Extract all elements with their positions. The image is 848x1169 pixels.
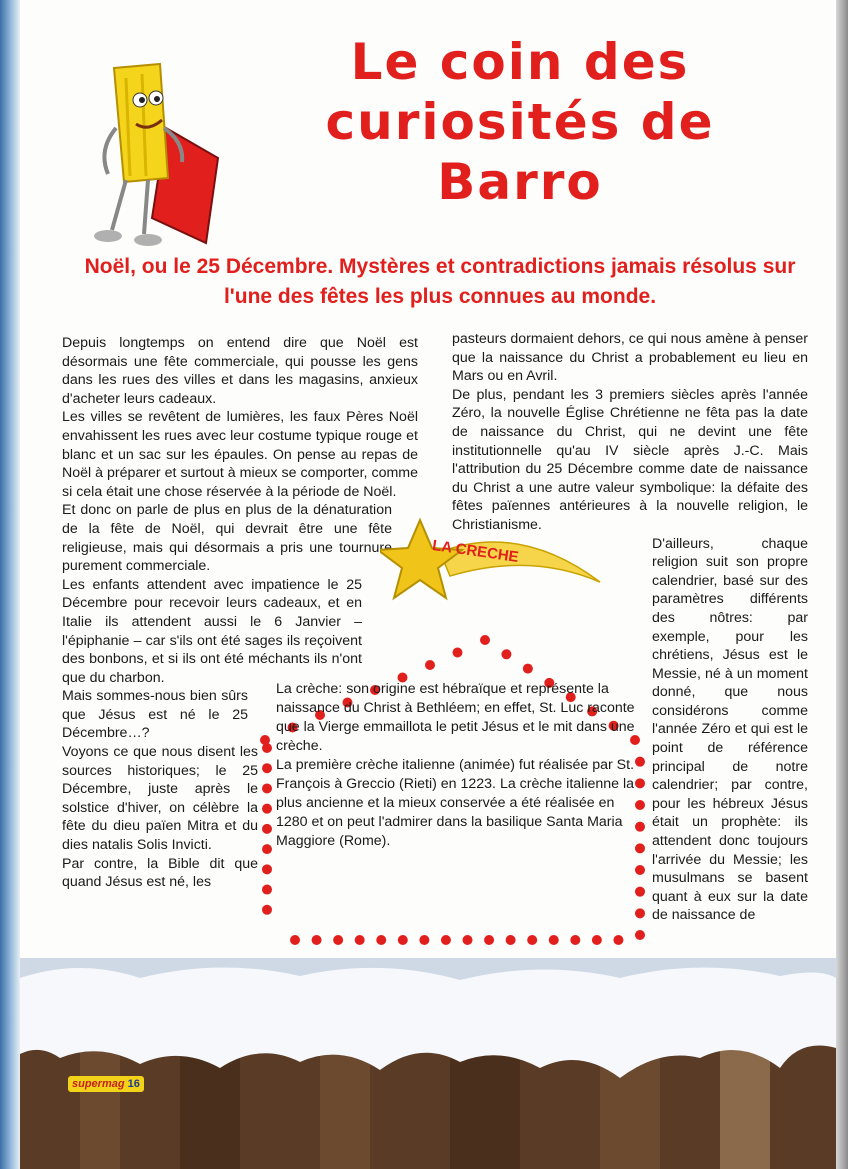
border-dot: [501, 649, 511, 659]
page-number: 16: [127, 1078, 140, 1090]
paragraph: Depuis longtemps on entend dire que Noël est désormais une fête commerciale, qui pousse les gens dans les rues des villes et dans les magasins, anxieux d'acheter leurs cadeaux.: [62, 335, 418, 407]
creche-label: LA CRECHE: [431, 536, 520, 566]
border-dot: [635, 887, 645, 897]
border-dot: [398, 935, 408, 945]
border-dot: [635, 822, 645, 832]
paragraph: Et donc on parle de plus en plus de la dénaturation de la fête de Noël, qui devrait être une fête religieuse, mais qui désormais a pris une tournure purement commerciale.: [62, 502, 392, 575]
inset-paragraph: La crèche: son origine est hébraïque et représente la naissance du Christ à Bethléem; en effet, St. Luc raconte que la Vierge emmaillota le petit Jésus et le mit dans une crèche.: [276, 681, 635, 754]
border-dot: [523, 664, 533, 674]
shooting-star-icon: [380, 512, 610, 632]
border-dot: [635, 800, 645, 810]
border-dot: [635, 843, 645, 853]
page-subtitle: Noël, ou le 25 Décembre. Mystères et contradictions jamais résolus sur l'une des fêtes les plus connues au monde.: [84, 255, 796, 308]
paragraph: Les enfants attendent avec impatience le 25 Décembre pour recevoir leurs cadeaux, et en Italie ils attendent aussi le 6 Janvier – l'épiphanie – car s'ils ont été sages ils reçoivent des bonbons, et si ils ont été méchants ils n'ont que du charbon.: [62, 576, 362, 686]
border-dot: [453, 648, 463, 658]
border-dot: [635, 865, 645, 875]
border-dot: [376, 935, 386, 945]
border-dot: [484, 935, 494, 945]
border-dot: [425, 660, 435, 670]
border-dot: [527, 935, 537, 945]
border-dot: [463, 935, 473, 945]
paragraph: De plus, pendant les 3 premiers siècles après l'année Zéro, la nouvelle Église Chrétienne ne fêta pas la date de naissance du Christ, qui ne devint une fête institutionnelle qu'au IV siècle après J.-C. Mais l'attribution du 25 Décembre comme date de naissance du Christ a une autre valeur symbolique: la défaite des fêtes païennes antérieures à la nouvelle religion, le Christianisme.: [452, 386, 808, 533]
border-dot: [592, 935, 602, 945]
border-dot: [419, 935, 429, 945]
border-dot: [312, 935, 322, 945]
border-dot: [290, 935, 300, 945]
border-dot: [480, 635, 490, 645]
paragraph: Voyons ce que nous disent les sources historiques; le 25 Décembre, juste après le solstice d'hiver, on célèbre la fête du dieu païen Mitra et du dies natalis Solis Invicti.: [62, 744, 258, 854]
page-title: Le coin des curiosités de Barro: [325, 33, 715, 211]
page-edge: [836, 0, 848, 1169]
border-dot: [635, 908, 645, 918]
border-dot: [613, 935, 623, 945]
inset-paragraph: La première crèche italienne (animée) fut réalisée par St. François à Greccio (Rieti) en 1223. La crèche italienne la plus ancienne et la mieux conservée a été réalisée en 1280 et on peut l'admirer dans la basilique Santa Maria Maggiore (Rome).: [276, 757, 635, 849]
creche-inset: [266, 680, 636, 851]
border-dot: [635, 757, 645, 767]
border-dot: [262, 885, 272, 895]
paragraph: Mais sommes-nous bien sûrs que Jésus est né le 25 Décembre…?: [62, 688, 248, 742]
paragraph: Par contre, la Bible dit que quand Jésus est né, les: [62, 855, 258, 891]
border-dot: [570, 935, 580, 945]
border-dot: [506, 935, 516, 945]
border-dot: [262, 864, 272, 874]
border-dot: [262, 905, 272, 915]
border-dot: [549, 935, 559, 945]
border-dot: [441, 935, 451, 945]
border-dot: [355, 935, 365, 945]
magazine-spine: [0, 0, 20, 1169]
border-dot: [333, 935, 343, 945]
paragraph: D'ailleurs, chaque religion suit son propre calendrier, basé sur des paramètres différents des nôtres: par exemple, pour les chrétiens, Jésus est le Messie, né à un moment donné, que nous considérons comme l'année Zéro et qui est le point de référence principal de notre calendrier; par contre, pour les hébreux Jésus était un prophète: ils attendent donc toujours l'arrivée du Messie; les musulmans se basent quant à eux sur la date de naissance de: [652, 535, 808, 924]
border-dot: [635, 930, 645, 940]
snowy-fence-photo: [20, 958, 836, 1169]
paragraph: Les villes se revêtent de lumières, les faux Pères Noël envahissent les rues avec leur costume typique rouge et blanc et un sac sur les épaules. On pense au repas de Noël à préparer et surtout à mieux se comporter, comme si cela était une chose réservée à la période de Noël.: [62, 409, 418, 500]
border-dot: [635, 778, 645, 788]
magazine-badge: [68, 1076, 144, 1092]
paragraph: pasteurs dormaient dehors, ce qui nous amène à penser que la naissance du Christ a probablement eu lieu en Mars ou en Avril.: [452, 331, 808, 385]
brand-name: supermag: [72, 1078, 125, 1090]
barro-mascot-illustration: [86, 58, 226, 248]
